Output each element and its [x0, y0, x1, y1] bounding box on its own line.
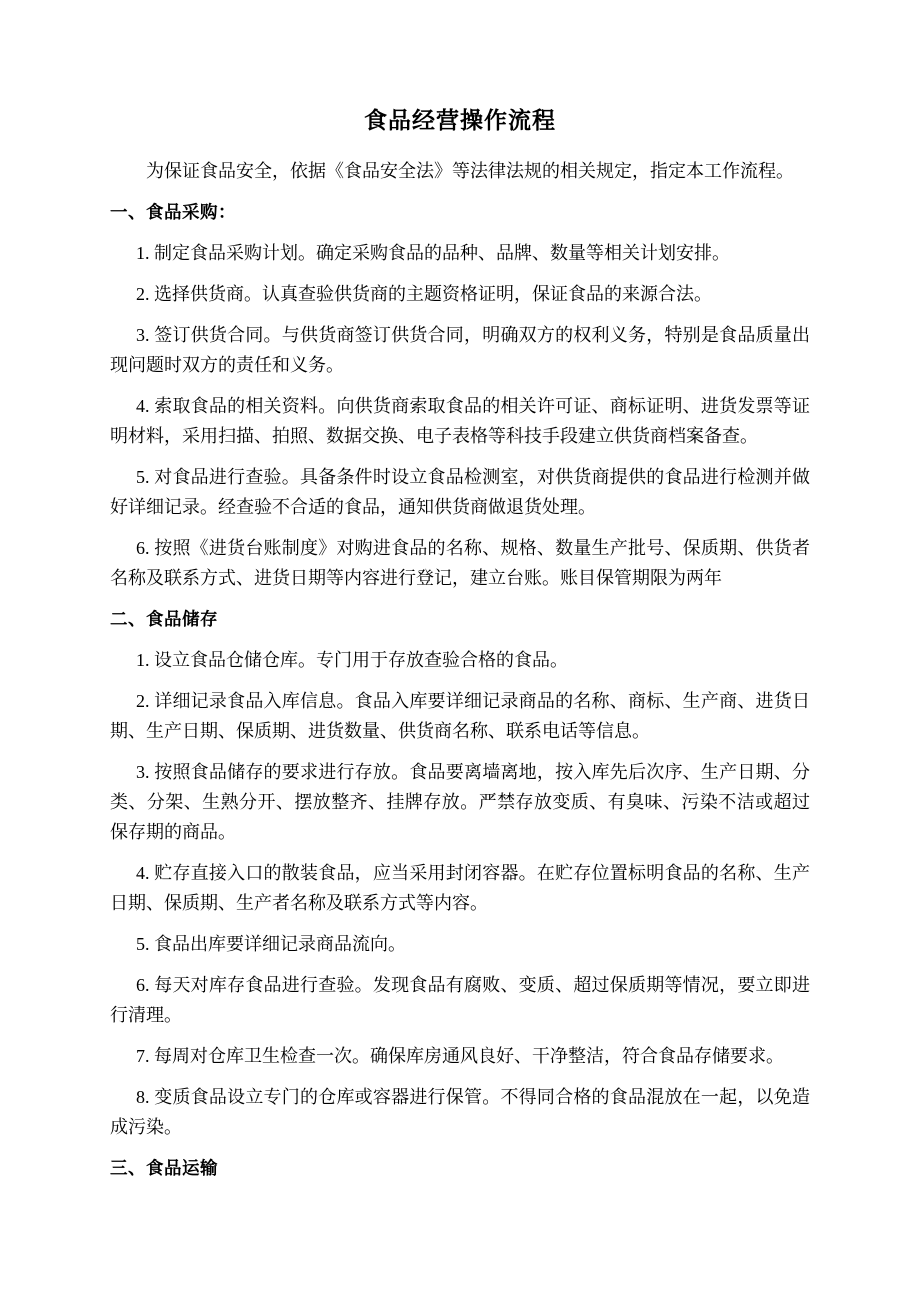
storage-item-7: 7. 每周对仓库卫生检查一次。确保库房通风良好、干净整洁，符合食品存储要求。: [136, 1046, 784, 1066]
intro-paragraph: 为保证食品安全，依据《食品安全法》等法律法规的相关规定，指定本工作流程。: [146, 161, 794, 181]
storage-item-5: 5. 食品出库要详细记录商品流向。: [136, 934, 406, 954]
storage-item-8: 8. 变质食品设立专门的仓库或容器进行保管。不得同合格的食品混放在一起，以免造成污染。: [110, 1087, 810, 1137]
purchase-item-1: 1. 制定食品采购计划。确定采购食品的品种、品牌、数量等相关计划安排。: [136, 243, 730, 263]
purchase-item-4: 4. 索取食品的相关资料。向供货商索取食品的相关许可证、商标证明、进货发票等证明材料，采用扫描、拍照、数据交换、电子表格等科技手段建立供货商档案备查。: [110, 396, 810, 446]
section-heading-transport: 三、食品运输: [110, 1158, 218, 1178]
storage-item-4: 4. 贮存直接入口的散装食品，应当采用封闭容器。在贮存位置标明食品的名称、生产日期、保质期、生产者名称及联系方式等内容。: [110, 863, 810, 913]
purchase-item-5: 5. 对食品进行查验。具备条件时设立食品检测室，对供货商提供的食品进行检测并做好详细记录。经查验不合适的食品，通知供货商做退货处理。: [110, 467, 810, 517]
storage-item-6: 6. 每天对库存食品进行查验。发现食品有腐败、变质、超过保质期等情况，要立即进行清理。: [110, 975, 810, 1025]
storage-item-2: 2. 详细记录食品入库信息。食品入库要详细记录商品的名称、商标、生产商、进货日期、生产日期、保质期、进货数量、供货商名称、联系电话等信息。: [110, 691, 810, 741]
storage-item-1: 1. 设立食品仓储仓库。专门用于存放查验合格的食品。: [136, 650, 568, 670]
section-heading-storage: 二、食品储存: [110, 609, 218, 629]
document-title: 食品经营操作流程: [364, 108, 556, 133]
section-heading-purchase: 一、食品采购：: [110, 202, 236, 222]
purchase-item-2: 2. 选择供货商。认真查验供货商的主题资格证明，保证食品的来源合法。: [136, 284, 712, 304]
purchase-item-3: 3. 签订供货合同。与供货商签订供货合同，明确双方的权利义务，特别是食品质量出现问题时双方的责任和义务。: [110, 325, 810, 375]
storage-item-3: 3. 按照食品储存的要求进行存放。食品要离墙离地，按入库先后次序、生产日期、分类、分架、生熟分开、摆放整齐、挂牌存放。严禁存放变质、有臭味、污染不洁或超过保存期的商品。: [110, 762, 810, 842]
purchase-item-6: 6. 按照《进货台账制度》对购进食品的名称、规格、数量生产批号、保质期、供货者名称及联系方式、进货日期等内容进行登记，建立台账。账目保管期限为两年: [110, 538, 810, 588]
